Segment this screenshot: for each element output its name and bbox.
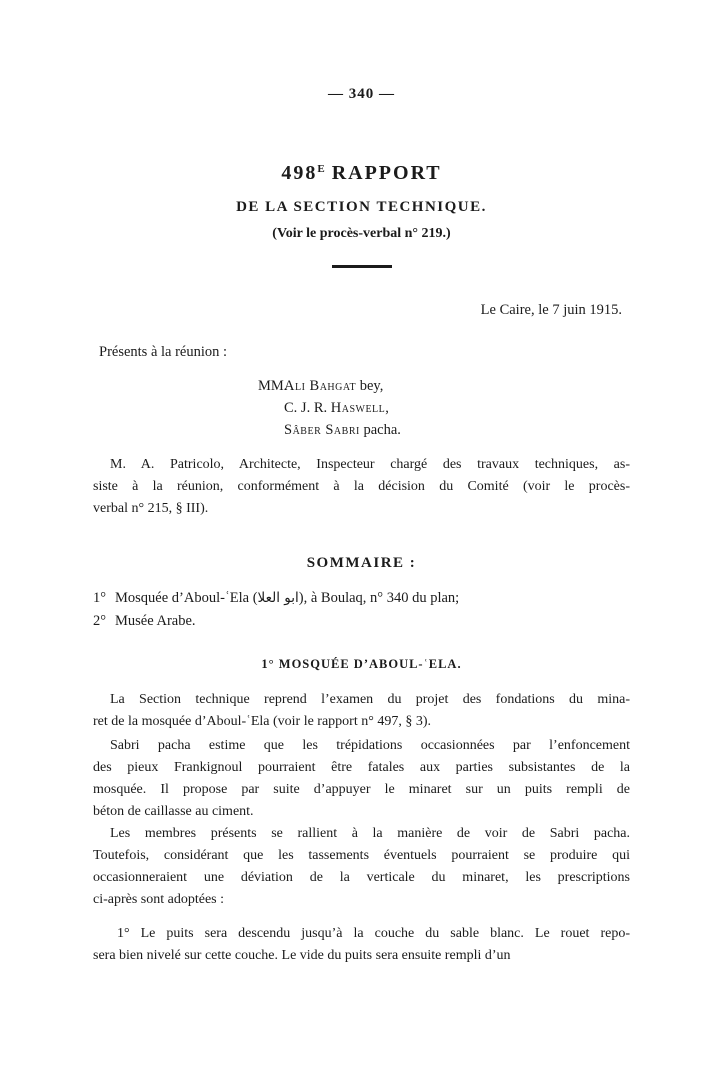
paragraph-line: M. A. Patricolo, Architecte, Inspecteur chargé des travaux techniques, as- (110, 457, 630, 472)
paragraph-sabri-estime (93, 735, 630, 823)
paragraph-patricolo (93, 454, 630, 520)
sommaire-item-number: 1° (93, 590, 107, 606)
paragraph-line: sera bien nivelé sur cette couche. Le vide du puits sera ensuite rempli d’un (93, 948, 511, 963)
paragraph-membres (93, 823, 630, 911)
report-title (93, 160, 630, 186)
attendees-intro: Présents à la réunion : (99, 344, 228, 360)
paragraph-puits (93, 923, 630, 967)
section-heading: 1° MOSQUÉE D’ABOUL-ʿELA. (261, 657, 462, 671)
attendee-name: Haswell (330, 400, 386, 416)
paragraph-line: mosquée. Il propose par suite d’appuyer le minaret sur un puits rempli de (93, 782, 630, 797)
dateline: Le Caire, le 7 juin 1915. (480, 302, 622, 318)
report-subtitle: DE LA SECTION TECHNIQUE. (236, 199, 487, 215)
attendee-row (258, 375, 630, 397)
sommaire-list (93, 587, 630, 633)
sommaire-item-pre: Musée Arabe. (115, 613, 196, 629)
attendee-name: Ali Bahgat (284, 378, 357, 394)
sommaire-item-pre: Mosquée d’Aboul-ʿEla ( (115, 590, 258, 606)
sommaire-heading: SOMMAIRE : (306, 555, 417, 571)
attendees-list (258, 375, 630, 441)
paragraph-line: occasionneraient une déviation de la verticale du minaret, les prescriptions (93, 870, 630, 885)
paragraph-line: verbal n° 215, § III). (93, 501, 209, 516)
sommaire-item (93, 610, 630, 633)
attendee-tail: pacha. (359, 422, 401, 438)
report-number: 498 (281, 162, 318, 184)
sommaire-item-text (115, 610, 196, 633)
page-number: — 340 — (328, 86, 395, 102)
paragraph-line: ret de la mosquée d’Aboul-ʿEla (voir le rapport n° 497, § 3). (93, 714, 431, 729)
attendee-name-line (284, 397, 389, 419)
attendee-tail: , (385, 400, 389, 416)
report-ordinal: E (317, 163, 325, 175)
paragraph-line: Sabri pacha estime que les trépidations occasionnées par l’enfoncement (110, 738, 630, 753)
sommaire-item-post: ), à Boulaq, n° 340 du plan; (298, 590, 460, 606)
sommaire-item-arabic: ابو العلا (257, 590, 299, 606)
attendee-name-line (284, 375, 383, 397)
report-label: RAPPORT (331, 162, 442, 184)
attendees-prefix-spacer (258, 397, 284, 419)
paragraph-line: Toutefois, considérant que les tassements éventuels pourraient se produire qui (93, 848, 630, 863)
attendee-row (258, 419, 630, 441)
attendee-tail: bey, (356, 378, 384, 394)
paragraph-line: 1° Le puits sera descendu jusqu’à la couche du sable blanc. Le rouet repo- (117, 926, 630, 941)
paragraph-line: La Section technique reprend l’examen du projet des fondations du mina- (110, 692, 630, 707)
attendee-lead: C. J. R. (284, 400, 331, 416)
section-divider (332, 265, 392, 268)
attendee-name: Sâber Sabri (284, 422, 360, 438)
paragraph-line: ci-après sont adoptées : (93, 892, 225, 907)
attendees-prefix-spacer (258, 419, 284, 441)
paragraph-line: Les membres présents se rallient à la manière de voir de Sabri pacha. (110, 826, 630, 841)
attendees-prefix: MM. (258, 378, 288, 394)
paragraph-line: béton de caillasse au ciment. (93, 804, 254, 819)
attendee-name-line (284, 419, 401, 441)
sommaire-item-text (115, 587, 459, 610)
sommaire-item (93, 587, 630, 610)
report-reference: (Voir le procès-verbal n° 219.) (272, 226, 451, 241)
paragraph-line: siste à la réunion, conformément à la décision du Comité (voir le procès- (93, 479, 630, 494)
attendee-row (258, 397, 630, 419)
sommaire-item-number: 2° (93, 613, 107, 629)
paragraph-line: des pieux Frankignoul pourraient être fatales aux parties subsistantes de la (93, 760, 630, 775)
paragraph-section-reprend (93, 689, 630, 733)
